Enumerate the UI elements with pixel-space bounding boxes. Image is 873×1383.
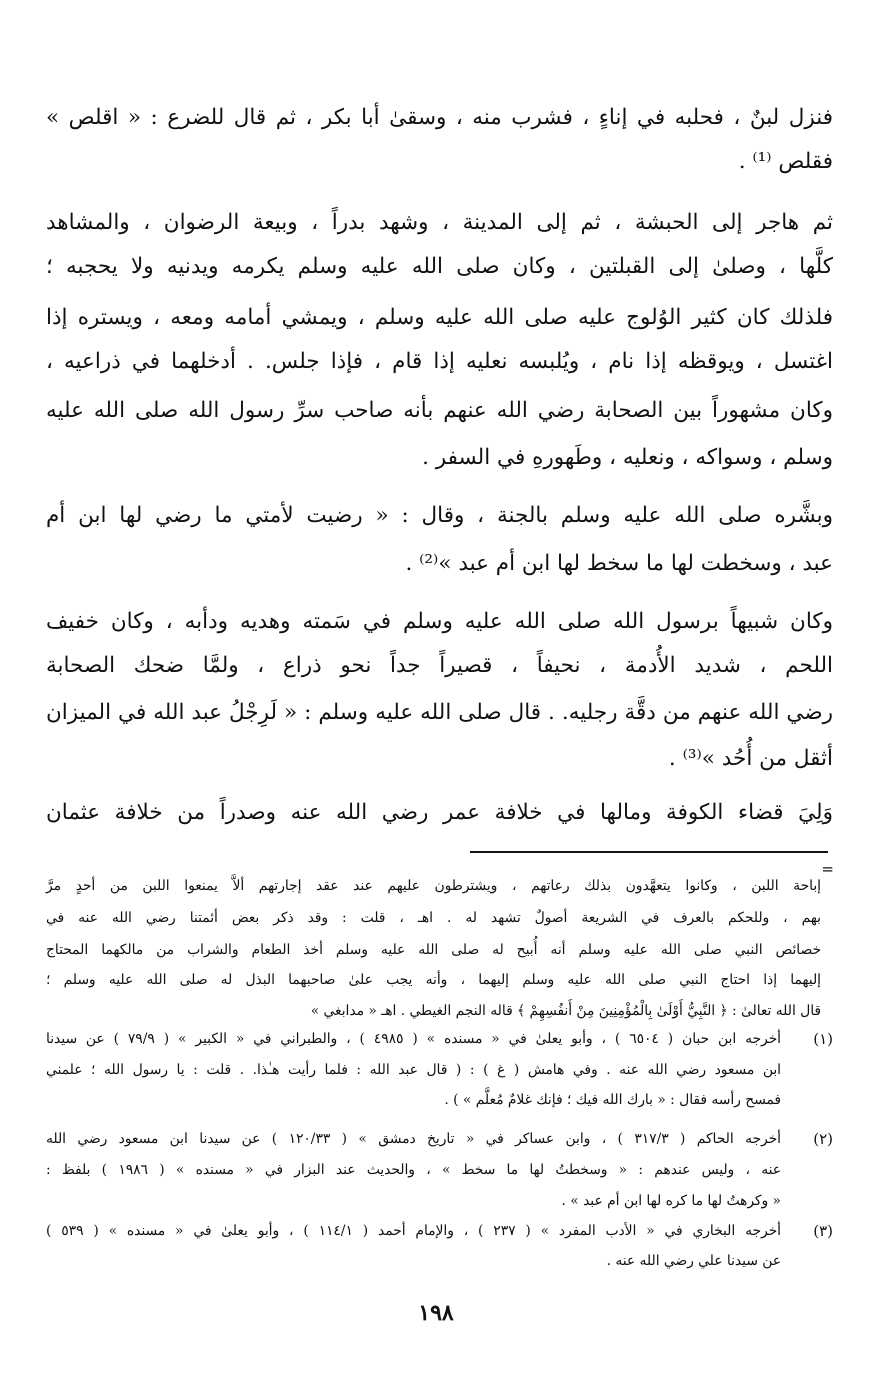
- footnote-number: (١): [813, 1030, 833, 1048]
- main-text-line: وبشَّره صلى الله عليه وسلم بالجنة ، وقال : « رضيت لأمتي ما رضي لها ابن أم: [46, 503, 833, 528]
- main-text-line: أثقل من أُحُد »⁽³⁾ .: [668, 746, 833, 771]
- main-text-line: وَلِيَ قضاء الكوفة ومالها في خلافة عمر رضي الله عنه وصدراً من خلافة عثمان: [46, 800, 833, 825]
- footnote-line: أخرجه الحاكم ( ٣١٧/٣ ) ، وابن عساكر في « تاريخ دمشق » ( ١٢٠/٣٣ ) عن سيدنا ابن مسعود رضي الله: [46, 1131, 781, 1147]
- main-text-line: ثم هاجر إلى الحبشة ، ثم إلى المدينة ، وشهد بدراً ، وبيعة الرضوان ، والمشاهد: [46, 210, 833, 235]
- main-text-line: فلذلك كان كثير الوُلوج عليه صلى الله عليه وسلم ، ويمشي أمامه ومعه ، ويستره إذا: [46, 305, 833, 330]
- footnote-line: ابن مسعود رضي الله عنه . وفي هامش ( غ ) : ( قال عبد الله : فلما رأيت هـٰذا. . قلت : يا رسول الله ؛ علمني: [46, 1062, 781, 1078]
- footnote-line: بهم ، وللحكم بالعرف في الشريعة أصولٌ تشهد له . اهـ ، قلت : وقد ذكر بعض أئمتنا رضي الله عنه في: [46, 910, 821, 926]
- footnote-line: عنه ، وليس عندهم : « وسخطتُ لها ما سخط » ، والحديث عند البزار في « مسنده » ( ١٩٨٦ ) بلفظ :: [46, 1162, 781, 1178]
- main-text-line: كلَّها ، وصلىٰ إلى القبلتين ، وكان صلى الله عليه وسلم يكرمه ويدنيه ولا يحجبه ؛: [46, 254, 833, 279]
- main-text-line: اغتسل ، ويوقظه إذا نام ، ويُلبسه نعليه إذا قام ، فإذا جلس. . أدخلهما في ذراعيه ،: [46, 349, 833, 374]
- footnote-line: أخرجه ابن حبان ( ٦٥٠٤ ) ، وأبو يعلىٰ في « مسنده » ( ٤٩٨٥ ) ، والطبراني في « الكبير » ( ٧٩/٩ ) عن سيدنا: [46, 1031, 781, 1047]
- footnote-line: إباحة اللبن ، وكانوا يتعهَّدون بذلك رعاتهم ، ويشترطون عليهم عند عقد إجارتهم ألاَّ يمنعوا اللبن من أحدٍ مرَّ: [46, 878, 821, 894]
- footnote-line: أخرجه البخاري في « الأدب المفرد » ( ٢٣٧ ) ، والإمام أحمد ( ١١٤/١ ) ، وأبو يعلىٰ في « مسنده » ( ٥٣٩ ): [46, 1223, 781, 1239]
- footnote-line: إليهما إذا احتاج النبي صلى الله عليه وسلم إليهما ، وأنه يجب علىٰ صاحبهما البذل له صلى الله عليه وسلم ؛: [46, 972, 821, 988]
- footnote-line: فمسح رأسه فقال : « بارك الله فيك ؛ فإنك غلامٌ مُعلَّم » ) .: [444, 1092, 781, 1108]
- main-text-line: وسلم ، وسواكه ، ونعليه ، وطَهورهِ في السفر .: [422, 445, 833, 470]
- main-text-line: فنزل لبنٌ ، فحلبه في إناءٍ ، فشرب منه ، وسقىٰ أبا بكر ، ثم قال للضرع : « اقلص »: [46, 105, 833, 130]
- footnote-number: (٣): [813, 1222, 833, 1240]
- main-text-line: اللحم ، شديد الأُدمة ، نحيفاً ، قصيراً جداً نحو ذراع ، ولمَّا ضحك الصحابة: [46, 653, 833, 678]
- footnote-line: عن سيدنا علي رضي الله عنه .: [606, 1253, 781, 1269]
- main-text-line: رضي الله عنهم من دقَّة رجليه. . قال صلى الله عليه وسلم : « لَرِجْلُ عبد الله في الميزان: [46, 700, 833, 725]
- footnote-continuation-mark: =: [821, 860, 834, 878]
- main-text-line: فقلص ⁽¹⁾ .: [738, 149, 833, 174]
- page-number: ١٩٨: [418, 1300, 454, 1326]
- footnote-line: خصائص النبي صلى الله عليه وسلم أنه أُبيح له صلى الله عليه وسلم أخذ الطعام والشراب من مالكهما المحتاج: [46, 942, 821, 958]
- footnote-line: قال الله تعالىٰ : ﴿ النَّبِيُّ أَوْلَىٰ بِالْمُؤْمِنِينَ مِنْ أَنفُسِهِمْ ﴾ قاله النجم الغيطي . اهـ « مدابغي »: [310, 1003, 821, 1019]
- main-text-line: عبد ، وسخطت لها ما سخط لها ابن أم عبد »⁽²⁾ .: [405, 551, 833, 576]
- main-text-line: وكان شبيهاً برسول الله صلى الله عليه وسلم في سَمته وهديه ودأبه ، وكان خفيف: [46, 609, 833, 634]
- footnote-separator: [470, 851, 828, 853]
- footnote-line: « وكرهتُ لها ما كره لها ابن أم عبد » .: [561, 1193, 781, 1209]
- main-text-line: وكان مشهوراً بين الصحابة رضي الله عنهم بأنه صاحب سرِّ رسول الله صلى الله عليه: [46, 398, 833, 423]
- footnote-number: (٢): [813, 1130, 833, 1148]
